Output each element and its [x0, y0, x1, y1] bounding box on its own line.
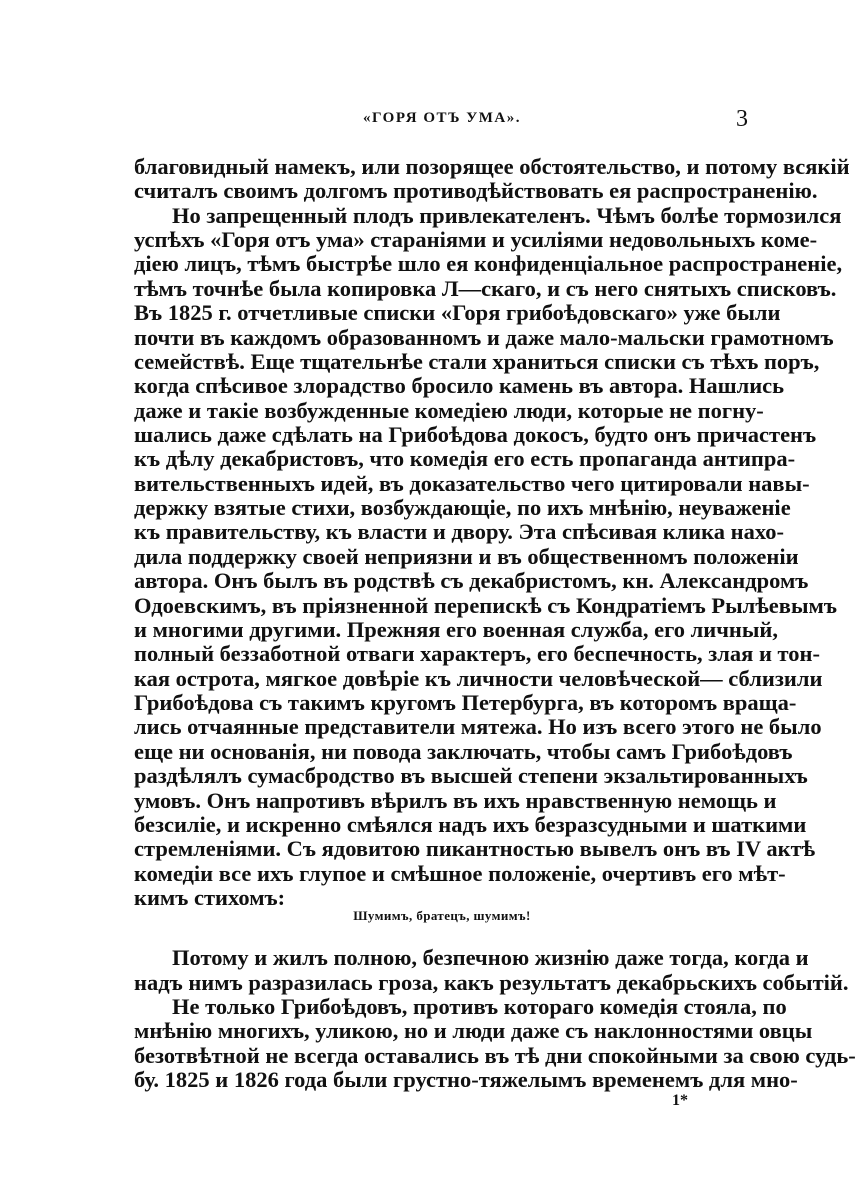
text-line: Но запрещенный плодъ привлекателенъ. Чѣмъ болѣе тормозился: [172, 203, 842, 228]
text-line: когда спѣсивое злорадство бросило камень въ автора. Нашлись: [134, 373, 785, 398]
text-line: Не только Грибоѣдовъ, противъ котораго комедія стояла, по: [172, 994, 787, 1019]
text-line: почти въ каждомъ образованномъ и даже мало-мальски грамотномъ: [134, 325, 834, 350]
text-line: успѣхъ «Горя отъ ума» стараніями и усиліями недовольныхъ коме-: [134, 227, 818, 252]
text-line: безотвѣтной не всегда оставались въ тѣ дни спокойными за свою судь-: [134, 1043, 856, 1068]
text-line: раздѣлялъ сумасбродство въ высшей степени экзальтированныхъ: [134, 763, 808, 788]
epigraph-quote: Шумимъ, братецъ, шумимъ!: [353, 908, 531, 923]
text-line: семействѣ. Еще тщательнѣе стали храниться списки съ тѣхъ поръ,: [134, 349, 820, 374]
text-line: вительственныхъ идей, въ доказательство чего цитировали навы-: [134, 471, 810, 496]
text-line: держку взятые стихи, возбуждающіе, по ихъ мнѣнію, неуваженіе: [134, 495, 791, 520]
text-line: шались даже сдѣлать на Грибоѣдова докосъ, будто онъ причастенъ: [134, 422, 817, 447]
text-line: діею лицъ, тѣмъ быстрѣе шло ея конфиденціальное распространеніе,: [134, 251, 843, 276]
text-line: умовъ. Онъ напротивъ вѣрилъ въ ихъ нравственную немощь и: [134, 788, 777, 813]
text-line: безсиліе, и искренно смѣялся надъ ихъ безразсудными и шаткими: [134, 812, 807, 837]
text-line: дила поддержку своей неприязни и въ общественномъ положеніи: [134, 544, 799, 569]
text-line: автора. Онъ былъ въ родствѣ съ декабристомъ, кн. Александромъ: [134, 568, 809, 593]
text-line: комедіи все ихъ глупое и смѣшное положеніе, очертивъ его мѣт-: [134, 861, 786, 886]
text-line: надъ нимъ разразилась гроза, какъ результатъ декабрьскихъ событій.: [134, 970, 849, 995]
text-line: полный беззаботной отваги характеръ, его беспечность, злая и тон-: [134, 641, 820, 666]
text-line: бу. 1825 и 1826 года были грустно-тяжелымъ временемъ для мно-: [134, 1067, 798, 1092]
text-line: мнѣнію многихъ, уликою, но и люди даже съ наклонностями овцы: [134, 1018, 813, 1043]
text-line: и многими другими. Прежняя его военная служба, его личный,: [134, 617, 779, 642]
running-title: «ГОРЯ ОТЪ УМА».: [363, 110, 521, 126]
text-line: еще ни основанія, ни повода заключать, чтобы самъ Грибоѣдовъ: [134, 739, 793, 764]
text-line: Грибоѣдова съ такимъ кругомъ Петербурга, въ которомъ враща-: [134, 690, 797, 715]
text-line: тѣмъ точнѣе была копировка Л—скаго, и съ него снятыхъ списковъ.: [134, 276, 837, 301]
text-line: кимъ стихомъ:: [134, 885, 286, 910]
page-number: 3: [736, 106, 748, 132]
text-line: стремленіями. Съ ядовитою пикантностью вывелъ онъ въ IV актѣ: [134, 836, 816, 861]
signature-mark: 1*: [672, 1092, 688, 1109]
text-line: къ дѣлу декабристовъ, что комедія его есть пропаганда антипра-: [134, 446, 796, 471]
page-header: [136, 108, 748, 138]
text-line: даже и такіе возбужденные комедіею люди, которые не погну-: [134, 398, 764, 423]
text-line: Потому и жилъ полною, безпечною жизнію даже тогда, когда и: [172, 945, 809, 970]
text-line: Въ 1825 г. отчетливые списки «Горя грибоѣдовскаго» уже были: [134, 300, 781, 325]
text-line: лись отчаянные представители мятежа. Но изъ всего этого не было: [134, 714, 822, 739]
text-line: считалъ своимъ долгомъ противодѣйствовать ея распространенію.: [134, 178, 818, 203]
text-line: благовидный намекъ, или позорящее обстоятельство, и потому всякій: [134, 154, 850, 179]
text-line: кая острота, мягкое довѣріе къ личности человѣческой— сблизили: [134, 666, 823, 691]
text-line: къ правительству, къ власти и двору. Эта спѣсивая клика нахо-: [134, 519, 784, 544]
text-line: Одоевскимъ, въ пріязненной перепискѣ съ Кондратіемъ Рылѣевымъ: [134, 593, 837, 618]
